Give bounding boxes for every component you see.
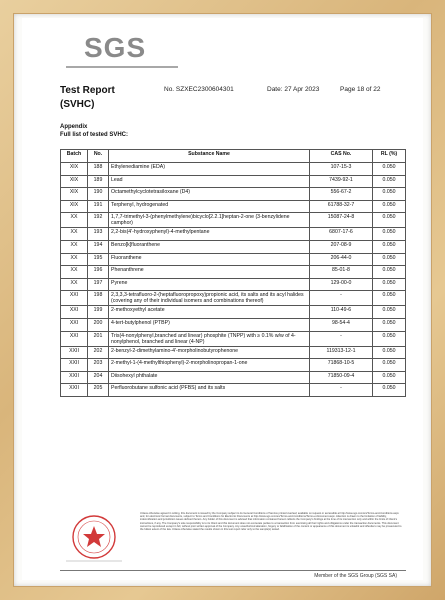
row-cas-number: 85-01-8 — [310, 266, 373, 279]
row-number: 201 — [88, 331, 109, 346]
row-substance-name: 2,3,3,3-tetrafluoro-2-(heptafluoropropoxy)propionic acid, its salts and its acyl halides (covering any of their individual isomers and combinations thereof) — [109, 291, 310, 306]
row-cas-number: 129-00-0 — [310, 278, 373, 291]
logo-underline — [66, 66, 178, 68]
row-rl: 0.050 — [373, 359, 406, 372]
page-number: Page 18 of 22 — [340, 86, 381, 93]
row-batch: XIX — [61, 200, 88, 213]
row-number: 199 — [88, 306, 109, 319]
row-number: 204 — [88, 371, 109, 384]
row-cas-number: 207-08-9 — [310, 240, 373, 253]
table-row — [61, 306, 406, 319]
row-substance-name: Pyrene — [109, 278, 310, 291]
row-number: 193 — [88, 228, 109, 241]
row-cas-number: - — [310, 291, 373, 306]
table-row — [61, 331, 406, 346]
row-cas-number: 206-44-0 — [310, 253, 373, 266]
table-row — [61, 253, 406, 266]
row-cas-number: 119313-12-1 — [310, 346, 373, 359]
row-cas-number: 6807-17-6 — [310, 228, 373, 241]
row-number: 202 — [88, 346, 109, 359]
appendix-label: Appendix — [60, 124, 88, 130]
col-no: No. — [88, 150, 109, 163]
row-number: 198 — [88, 291, 109, 306]
row-batch: XXII — [61, 359, 88, 372]
row-rl: 0.050 — [373, 253, 406, 266]
table-row — [61, 200, 406, 213]
table-row — [61, 291, 406, 306]
row-number: 194 — [88, 240, 109, 253]
table-row — [61, 266, 406, 279]
report-title — [60, 84, 115, 112]
row-rl: 0.050 — [373, 266, 406, 279]
row-rl: 0.050 — [373, 318, 406, 331]
row-number: 190 — [88, 188, 109, 201]
row-number: 196 — [88, 266, 109, 279]
row-substance-name: 2,2-bis(4'-hydroxyphenyl)-4-methylpentane — [109, 228, 310, 241]
row-batch: XIX — [61, 163, 88, 176]
row-substance-name: Lead — [109, 175, 310, 188]
row-substance-name: Octamethylcyclotetrasiloxane (D4) — [109, 188, 310, 201]
row-substance-name: Fluoranthene — [109, 253, 310, 266]
row-rl: 0.050 — [373, 188, 406, 201]
row-number: 192 — [88, 213, 109, 228]
row-substance-name: 1,7,7-trimethyl-3-(phenylmethylene)bicyclo[2.2.1]heptan-2-one (3-benzylidene camphor) — [109, 213, 310, 228]
table-row — [61, 346, 406, 359]
row-batch: XXI — [61, 331, 88, 346]
row-substance-name: Diisohexyl phthalate — [109, 371, 310, 384]
row-rl: 0.050 — [373, 371, 406, 384]
row-substance-name: 2-methyl-1-(4-methylthiophenyl)-2-morpholinopropan-1-one — [109, 359, 310, 372]
row-substance-name: Phenanthrene — [109, 266, 310, 279]
table-row — [61, 188, 406, 201]
row-cas-number: 107-15-3 — [310, 163, 373, 176]
row-number: 195 — [88, 253, 109, 266]
row-rl: 0.050 — [373, 175, 406, 188]
row-batch: XXII — [61, 384, 88, 397]
col-batch: Batch — [61, 150, 88, 163]
row-cas-number: 71868-10-5 — [310, 359, 373, 372]
table-row — [61, 240, 406, 253]
row-rl: 0.050 — [373, 384, 406, 397]
row-batch: XIX — [61, 188, 88, 201]
col-cas: CAS No. — [310, 150, 373, 163]
row-batch: XXI — [61, 306, 88, 319]
row-cas-number: 556-67-2 — [310, 188, 373, 201]
sgs-logo: SGS — [84, 32, 147, 63]
list-title: Full list of tested SVHC: — [60, 132, 129, 138]
row-number: 197 — [88, 278, 109, 291]
row-cas-number: - — [310, 331, 373, 346]
row-batch: XX — [61, 253, 88, 266]
row-batch: XX — [61, 240, 88, 253]
terms-fine-print: Unless otherwise agreed in writing, this document is issued by the Company subject to its General Conditions of Service printed overleaf, available on request or accessible at http://www.sgs.com/en/Terms-and-Conditions.aspx and, for electronic format documents, subject to Terms and Conditions for Electronic Documents at http://www.sgs.com/en/Terms-and-Conditions/Terms-e-Document.aspx. Attention is drawn to the limitation of liability, indemnification and jurisdiction issues defined therein. Any holder of this document is advised that information contained hereon reflects the Company's findings at the time of its intervention only and within the limits of Client's instructions, if any. The Company's sole responsibility is to its Client and this document does not exonerate parties to a transaction from exercising all their rights and obligations under the transaction documents. This document cannot be reproduced except in full, without prior written approval of the Company. Any unauthorized alteration, forgery or falsification of the content or appearance of this document is unlawful and offenders may be prosecuted to the fullest extent of the law. Unless otherwise stated the results shown in this test report refer only to the sample(s) tested. — [140, 512, 402, 532]
row-number: 189 — [88, 175, 109, 188]
row-number: 203 — [88, 359, 109, 372]
table-row — [61, 318, 406, 331]
row-substance-name: 2-methoxyethyl acetate — [109, 306, 310, 319]
row-rl: 0.050 — [373, 306, 406, 319]
svhc-table — [60, 149, 406, 397]
row-substance-name: 4-tert-butylphenol (PTBP) — [109, 318, 310, 331]
report-date: Date: 27 Apr 2023 — [267, 86, 320, 93]
row-batch: XXII — [61, 346, 88, 359]
col-substance: Substance Name — [109, 150, 310, 163]
row-substance-name: 2-benzyl-2-dimethylamino-4'-morpholinobutyrophenone — [109, 346, 310, 359]
row-rl: 0.050 — [373, 240, 406, 253]
report-page — [22, 18, 423, 580]
row-cas-number: 7439-92-1 — [310, 175, 373, 188]
row-substance-name: Terphenyl, hydrogenated — [109, 200, 310, 213]
title-line1: Test Report — [60, 85, 115, 96]
row-rl: 0.050 — [373, 200, 406, 213]
table-row — [61, 359, 406, 372]
row-rl: 0.050 — [373, 163, 406, 176]
row-batch: XXII — [61, 371, 88, 384]
row-substance-name: Perfluorobutane sulfonic acid (PFBS) and its salts — [109, 384, 310, 397]
row-substance-name: Tris(4-nonylphenyl,branched and linear) phosphite (TNPP) with ≥ 0.1% w/w of 4-nonylphenol, branched and linear (4-NP) — [109, 331, 310, 346]
row-cas-number: 61788-32-7 — [310, 200, 373, 213]
table-row — [61, 213, 406, 228]
row-number: 200 — [88, 318, 109, 331]
row-rl: 0.050 — [373, 213, 406, 228]
row-cas-number: 71850-09-4 — [310, 371, 373, 384]
row-rl: 0.050 — [373, 291, 406, 306]
row-number: 188 — [88, 163, 109, 176]
row-batch: XX — [61, 266, 88, 279]
row-batch: XX — [61, 278, 88, 291]
row-batch: XXI — [61, 318, 88, 331]
row-number: 205 — [88, 384, 109, 397]
sgs-seal-stamp — [62, 513, 126, 565]
table-row — [61, 278, 406, 291]
table-row — [61, 371, 406, 384]
row-batch: XIX — [61, 175, 88, 188]
table-row — [61, 384, 406, 397]
table-row — [61, 175, 406, 188]
row-substance-name: Ethylenediamine (EDA) — [109, 163, 310, 176]
sgs-member-note: Member of the SGS Group (SGS SA) — [314, 573, 397, 579]
footer-divider — [60, 570, 406, 571]
table-row — [61, 163, 406, 176]
title-line2: (SVHC) — [60, 99, 95, 110]
row-batch: XX — [61, 213, 88, 228]
table-body — [61, 163, 406, 397]
row-rl: 0.050 — [373, 331, 406, 346]
row-cas-number: - — [310, 384, 373, 397]
row-cas-number: 15087-24-8 — [310, 213, 373, 228]
row-cas-number: 110-49-6 — [310, 306, 373, 319]
col-rl: RL (%) — [373, 150, 406, 163]
row-rl: 0.050 — [373, 228, 406, 241]
row-number: 191 — [88, 200, 109, 213]
row-batch: XXI — [61, 291, 88, 306]
report-number: No. SZXEC2300604301 — [164, 86, 234, 93]
row-cas-number: 98-54-4 — [310, 318, 373, 331]
table-row — [61, 228, 406, 241]
row-substance-name: Benzo[k]fluoranthene — [109, 240, 310, 253]
row-batch: XX — [61, 228, 88, 241]
row-rl: 0.050 — [373, 346, 406, 359]
table-header-row — [61, 150, 406, 163]
row-rl: 0.050 — [373, 278, 406, 291]
